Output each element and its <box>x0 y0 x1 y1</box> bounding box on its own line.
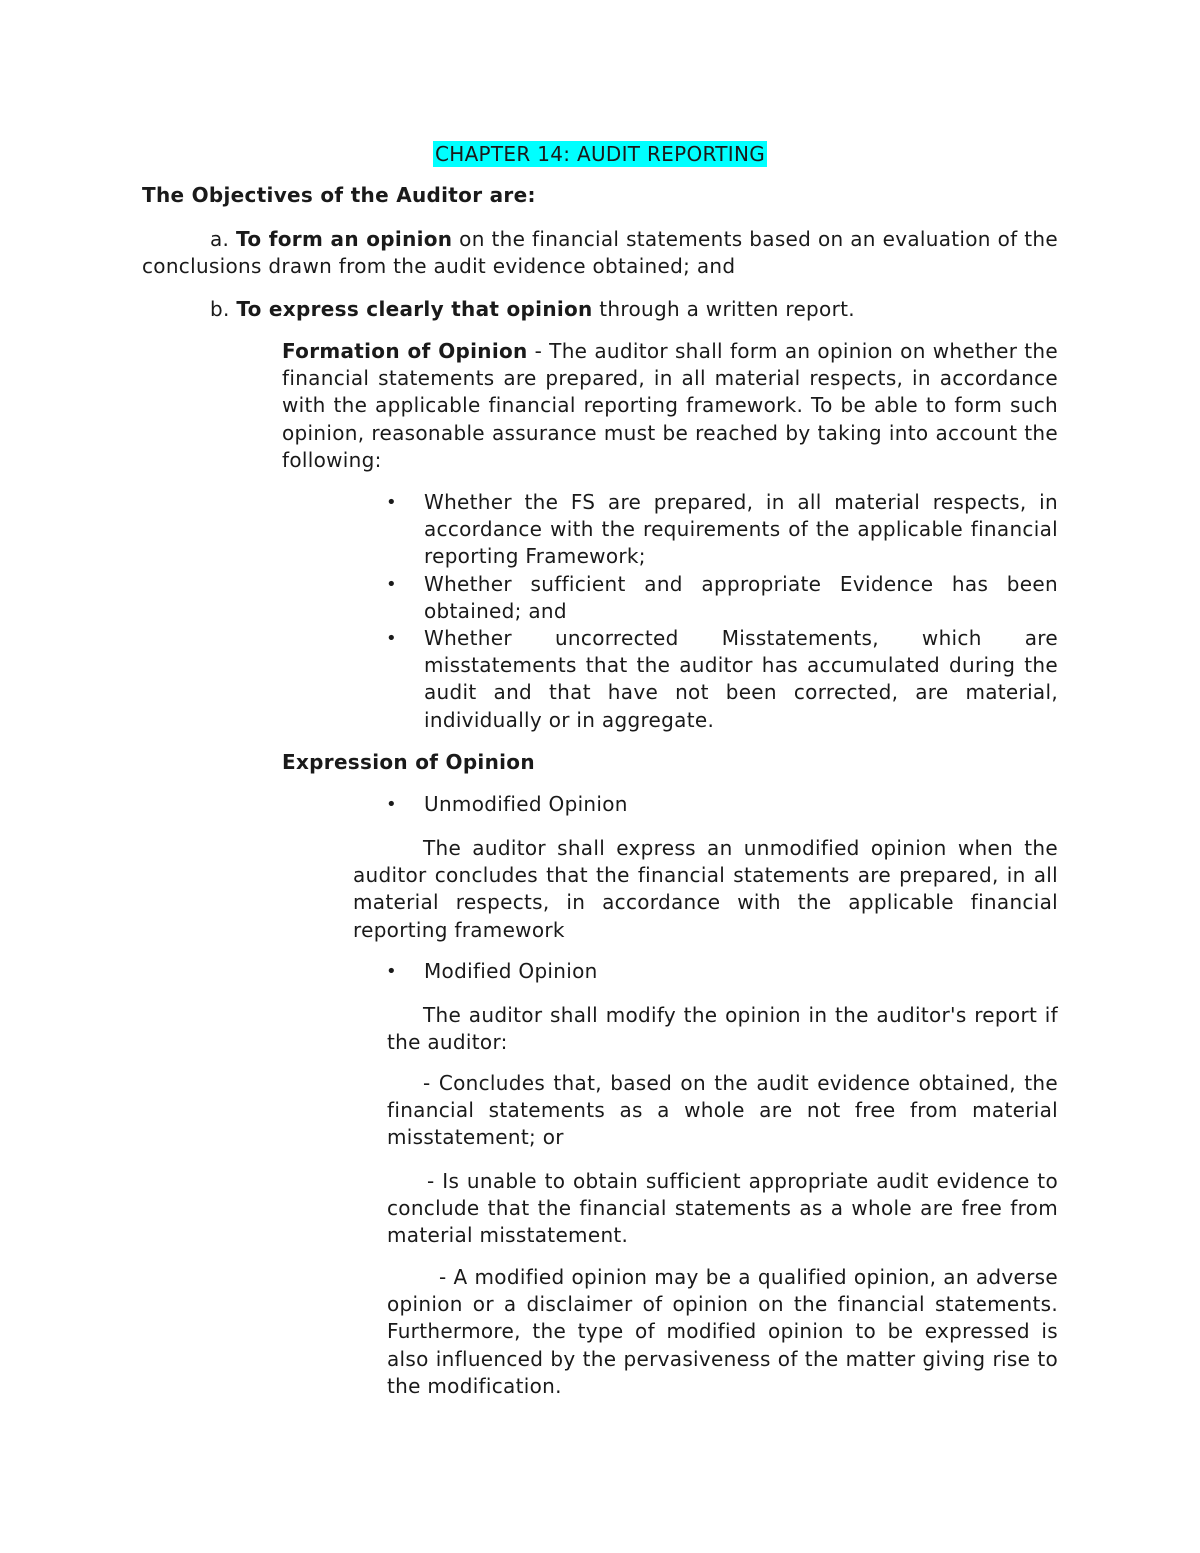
modified-label: Modified Opinion <box>424 959 598 983</box>
objective-a-bold: To form an opinion <box>236 227 453 251</box>
bullet-icon: • <box>386 574 397 595</box>
formation-bullet-2-text: Whether sufficient and appropriate Evidence has been obtained; and <box>424 572 1058 624</box>
objective-b <box>210 296 1060 323</box>
bullet-icon: • <box>386 961 397 982</box>
bullet-icon: • <box>386 628 397 649</box>
formation-bullet-3-text: Whether uncorrected Misstatements, which are misstatements that the auditor has accumulated during the audit and that have not been corrected, are material, individually or in aggregate. <box>424 626 1058 732</box>
unmodified-paragraph: The auditor shall express an unmodified opinion when the auditor concludes that the financial statements are prepared, in all material respects, in accordance with the applicable financial reporting framework <box>353 836 1058 942</box>
expression-heading-text: Expression of Opinion <box>282 750 535 774</box>
objective-b-marker: b. <box>210 297 230 321</box>
formation-heading: Formation of Opinion <box>282 339 528 363</box>
modified-point-3: - A modified opinion may be a qualified opinion, an adverse opinion or a disclaimer of opinion on the financial statements. Furthermore, the type of modified opinion to be expressed is also influenced by the pervasiveness of the matter giving rise to the modification. <box>387 1265 1058 1398</box>
chapter-title: CHAPTER 14: AUDIT REPORTING <box>434 142 766 166</box>
objective-b-bold: To express clearly that opinion <box>236 297 593 321</box>
modified-point-1: - Concludes that, based on the audit evidence obtained, the financial statements as a whole are not free from material misstatement; or <box>387 1071 1058 1150</box>
formation-bullet-1-text: Whether the FS are prepared, in all material respects, in accordance with the requirements of the applicable financial reporting Framework; <box>424 490 1058 569</box>
formation-paragraph <box>282 338 1058 474</box>
objectives-heading <box>142 182 1042 209</box>
formation-text: - The auditor shall form an opinion on whether the financial statements are prepared, in all material respects, in accordance with the applicable financial reporting framework. To be able to form such opinion, reasonable assurance must be reached by taking into account the following: <box>282 339 1058 472</box>
modified-point-2: - Is unable to obtain sufficient appropriate audit evidence to conclude that the financial statements as a whole are free from material misstatement. <box>387 1169 1058 1248</box>
unmodified-label: Unmodified Opinion <box>424 792 628 816</box>
modified-intro: The auditor shall modify the opinion in the auditor's report if the auditor: <box>387 1003 1058 1055</box>
expression-heading <box>282 749 982 776</box>
objective-a-marker: a. <box>210 227 230 251</box>
bullet-icon: • <box>386 492 397 513</box>
chapter-title-wrap <box>0 141 1200 167</box>
objectives-heading-text: The Objectives of the Auditor are: <box>142 183 536 207</box>
bullet-icon: • <box>386 794 397 815</box>
objective-b-text: through a written report. <box>592 297 855 321</box>
objective-a <box>142 226 1058 280</box>
objective-a-text: on the financial statements based on an evaluation of the conclusions drawn from the audit evidence obtained; and <box>142 227 1058 279</box>
